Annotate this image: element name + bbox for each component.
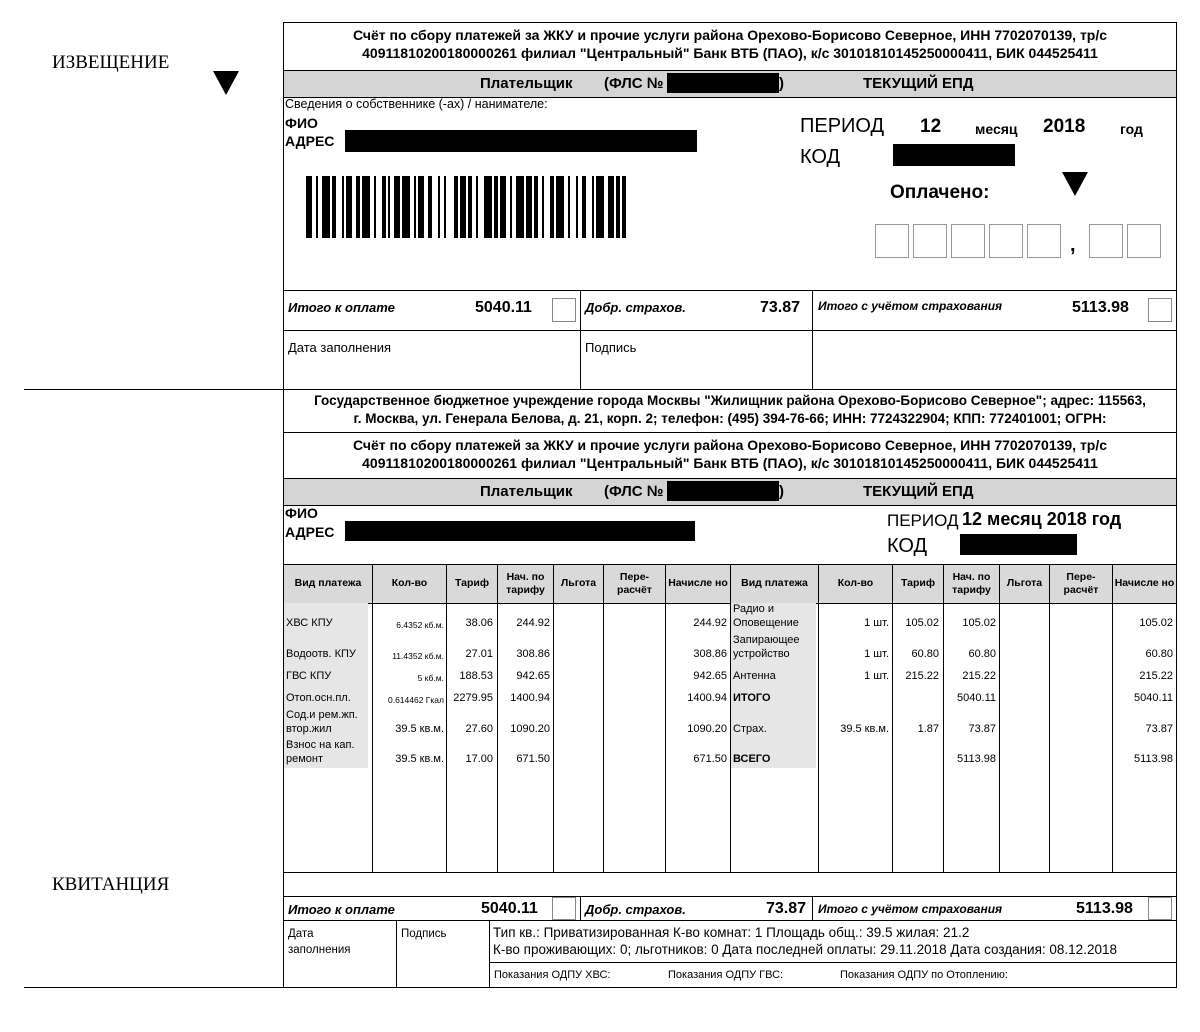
fls-open: (ФЛС № — [604, 75, 664, 92]
org-info — [284, 392, 1176, 428]
paid-comma: , — [1070, 234, 1076, 256]
paid-digit-box[interactable] — [875, 224, 909, 258]
payment-tariff: 105.02 — [905, 617, 939, 629]
epd-label: ТЕКУЩИЙ ЕПД — [863, 75, 974, 92]
total-row-label: ИТОГО — [733, 692, 771, 704]
paid-digit-box[interactable] — [913, 224, 947, 258]
payment-qty: 1 шт. — [864, 648, 889, 660]
owner-info-label: Сведения о собственнике (-ах) / нанимателе: — [285, 97, 548, 111]
paid-cents-box[interactable] — [1127, 224, 1161, 258]
odpu-gvs: Показания ОДПУ ГВС: — [668, 969, 784, 981]
insurance-value: 73.87 — [760, 299, 801, 316]
paid-digit-box[interactable] — [1027, 224, 1061, 258]
payment-by-tariff: 60.80 — [968, 648, 996, 660]
redacted-code — [960, 534, 1077, 555]
period-full: 12 месяц 2018 год — [962, 509, 1122, 529]
payment-name: Страх. — [733, 723, 767, 735]
header-recalc: Пере-расчёт — [1063, 570, 1099, 596]
payment-accrued: 1400.94 — [687, 692, 727, 704]
payment-name: Антенна — [733, 670, 776, 682]
account-info-receipt — [290, 436, 1170, 472]
total-value: 5040.11 — [481, 900, 538, 917]
insurance-value: 73.87 — [766, 900, 807, 917]
with-insurance-value: 5113.98 — [1072, 299, 1129, 316]
payment-qty: 6.4352 кб.м. — [396, 620, 444, 630]
payment-qty: 39.5 кв.м. — [395, 723, 444, 735]
total-value: 5040.11 — [475, 299, 532, 316]
payment-tariff: 188.53 — [459, 670, 493, 682]
header-quantity: Кол-во — [837, 577, 874, 589]
payment-name: Радио и — [733, 603, 774, 615]
payment-name-cont: Оповещение — [733, 617, 799, 629]
period-year-word: год — [1120, 121, 1143, 137]
total-checkbox[interactable] — [552, 897, 576, 920]
fls-close: ) — [779, 483, 784, 500]
payment-by-tariff: 73.87 — [968, 723, 996, 735]
payment-accrued: 244.92 — [693, 617, 727, 629]
payer-label: Плательщик — [480, 75, 573, 92]
payment-accrued: 1090.20 — [687, 723, 727, 735]
total-checkbox[interactable] — [552, 298, 576, 322]
with-insurance-label: Итого с учётом страхования — [818, 299, 1003, 313]
header-accrued: Начисле но — [1114, 577, 1175, 589]
fill-date-label: Дата заполнения — [288, 340, 392, 355]
paid-cents-box[interactable] — [1089, 224, 1123, 258]
tear-line — [24, 389, 1177, 390]
down-arrow-icon — [1062, 172, 1088, 196]
fio-label: ФИО — [285, 505, 318, 521]
payment-by-tariff: 105.02 — [962, 617, 996, 629]
apartment-line-2: К-во проживающих: 0; льготников: 0 Дата последней оплаты: 29.11.2018 Дата создания: 08.12.2018 — [493, 942, 1117, 957]
payment-accrued: 73.87 — [1145, 723, 1173, 735]
payment-by-tariff: 1090.20 — [510, 723, 550, 735]
payment-accrued: 105.02 — [1139, 617, 1173, 629]
payment-tariff: 38.06 — [465, 617, 493, 629]
account-line-1: Счёт по сбору платежей за ЖКУ и прочие услуги района Орехово-Борисово Северное, ИНН 7702070139, тр/с — [352, 27, 1108, 43]
account-line-2: 40911810200180000261 филиал "Центральный" Банк ВТБ (ПАО), к/с 30101810145250000411, БИК 044525411 — [362, 45, 1098, 61]
payment-by-tariff: 308.86 — [516, 648, 550, 660]
payment-name-cont: устройство — [733, 648, 790, 660]
with-insurance-value: 5113.98 — [1076, 900, 1133, 917]
paid-digit-box[interactable] — [951, 224, 985, 258]
frame-top — [283, 22, 1177, 23]
grand-total-row-label: ВСЕГО — [733, 753, 771, 765]
org-line-1: Государственное бюджетное учреждение города Москвы "Жилищник района Орехово-Борисово Северное"; адрес: 115563, — [314, 393, 1146, 408]
payment-by-tariff: 671.50 — [516, 753, 550, 765]
payment-accrued: 5040.11 — [1134, 692, 1173, 704]
barcode — [306, 176, 806, 238]
with-insurance-checkbox[interactable] — [1148, 897, 1172, 920]
insurance-label: Добр. страхов. — [585, 902, 686, 917]
payment-name: ХВС КПУ — [286, 617, 333, 629]
payment-accrued: 671.50 — [693, 753, 727, 765]
receipt-label: КВИТАНЦИЯ — [52, 874, 170, 895]
payment-tariff: 60.80 — [911, 648, 939, 660]
payment-name: Запирающее — [733, 634, 800, 646]
header-by-tariff: Нач. по тарифу — [506, 570, 545, 596]
main-frame-right — [1176, 22, 1177, 988]
payment-accrued: 60.80 — [1145, 648, 1173, 660]
header-payment-type: Вид платежа — [741, 577, 808, 589]
payment-by-tariff: 215.22 — [962, 670, 996, 682]
signature-label: Подпись — [585, 340, 637, 355]
address-label: АДРЕС — [285, 133, 335, 149]
fls-open: (ФЛС № — [604, 483, 664, 500]
notice-label: ИЗВЕЩЕНИЕ — [52, 52, 170, 73]
epd-label: ТЕКУЩИЙ ЕПД — [863, 483, 974, 500]
payment-name: Взнос на кап. — [286, 739, 355, 751]
frame-bottom — [24, 987, 1177, 988]
payment-name-cont: ремонт — [286, 753, 324, 765]
payment-by-tariff: 5113.98 — [957, 753, 996, 765]
fill-date-label-line-1: Дата — [288, 928, 314, 940]
header-accrued: Начисле но — [668, 577, 728, 589]
header-tariff: Тариф — [900, 577, 936, 589]
payment-qty: 39.5 кв.м. — [395, 753, 444, 765]
insurance-label: Добр. страхов. — [585, 300, 686, 315]
odpu-hvs: Показания ОДПУ ХВС: — [494, 969, 611, 981]
period-month: 12 — [920, 116, 942, 137]
payment-tariff: 2279.95 — [453, 692, 493, 704]
header-by-tariff: Нач. по тарифу — [952, 570, 991, 596]
apartment-line-1: Тип кв.: Приватизированная К-во комнат: 1 Площадь общ.: 39.5 жилая: 21.2 — [493, 925, 970, 940]
code-label: КОД — [887, 535, 928, 557]
payment-by-tariff: 5040.11 — [957, 692, 996, 704]
payment-tariff: 27.01 — [465, 648, 493, 660]
payment-tariff: 17.00 — [465, 753, 493, 765]
payment-qty: 11.4352 кб.м. — [392, 651, 444, 661]
payment-accrued: 942.65 — [693, 670, 727, 682]
payment-by-tariff: 942.65 — [516, 670, 550, 682]
payer-label: Плательщик — [480, 483, 573, 500]
code-label: КОД — [800, 146, 841, 168]
down-arrow-icon — [213, 71, 239, 95]
payment-by-tariff: 244.92 — [516, 617, 550, 629]
header-tariff: Тариф — [454, 577, 490, 589]
redacted-address — [345, 130, 697, 152]
paid-digit-box[interactable] — [989, 224, 1023, 258]
redacted-code — [893, 144, 1015, 166]
payment-qty: 5 кб.м. — [417, 673, 444, 683]
payment-qty: 0.614462 Гкал — [387, 695, 444, 705]
header-quantity: Кол-во — [391, 577, 428, 589]
payment-name: Водоотв. КПУ — [286, 648, 356, 660]
paid-label: Оплачено: — [890, 182, 990, 203]
payment-tariff: 27.60 — [465, 723, 493, 735]
redacted-fls — [667, 481, 779, 501]
payment-name: Сод.и рем.жп. — [286, 709, 358, 721]
header-payment-type: Вид платежа — [294, 577, 362, 589]
payment-qty: 1 шт. — [864, 670, 889, 682]
account-line-1: Счёт по сбору платежей за ЖКУ и прочие услуги района Орехово-Борисово Северное, ИНН 7702070139, тр/с — [352, 437, 1108, 453]
payment-accrued: 308.86 — [693, 648, 727, 660]
apartment-info — [493, 924, 1117, 958]
fls-close: ) — [779, 75, 784, 92]
payment-by-tariff: 1400.94 — [510, 692, 550, 704]
period-label: ПЕРИОД — [887, 511, 959, 530]
payment-qty: 1 шт. — [864, 617, 889, 629]
redacted-address — [345, 521, 695, 541]
org-line-2: г. Москва, ул. Генерала Белова, д. 21, корп. 2; телефон: (495) 394-76-66; ИНН: 7724322904; КПП: 772401001; ОГРН: — [353, 411, 1107, 426]
payment-qty: 39.5 кв.м. — [840, 723, 889, 735]
fio-label: ФИО — [285, 115, 318, 131]
payment-tariff: 215.22 — [905, 670, 939, 682]
payment-accrued: 5113.98 — [1134, 753, 1173, 765]
payment-accrued: 215.22 — [1139, 670, 1173, 682]
header-recalc: Пере-расчёт — [617, 570, 652, 596]
with-insurance-checkbox[interactable] — [1148, 298, 1172, 322]
signature-label: Подпись — [401, 928, 447, 940]
fill-date-label — [288, 928, 351, 957]
header-benefit: Льгота — [1006, 577, 1043, 589]
payment-name: Отоп.осн.пл. — [286, 692, 351, 704]
payment-name: ГВС КПУ — [286, 670, 332, 682]
payment-tariff: 1.87 — [917, 723, 939, 735]
period-year: 2018 — [1043, 116, 1086, 137]
odpu-heat: Показания ОДПУ по Отоплению: — [840, 969, 1008, 981]
address-label: АДРЕС — [285, 524, 335, 540]
total-label: Итого к оплате — [288, 902, 395, 917]
header-benefit: Льгота — [560, 577, 597, 589]
period-label: ПЕРИОД — [800, 115, 885, 137]
total-label: Итого к оплате — [288, 300, 395, 315]
account-info-notice — [290, 26, 1170, 62]
redacted-fls — [667, 73, 779, 93]
with-insurance-label: Итого с учётом страхования — [818, 902, 1003, 916]
period-month-word: месяц — [975, 121, 1018, 137]
account-line-2: 40911810200180000261 филиал "Центральный" Банк ВТБ (ПАО), к/с 30101810145250000411, БИК 044525411 — [362, 455, 1098, 471]
payment-name-cont: втор.жил — [286, 723, 332, 735]
fill-date-label-line-2: заполнения — [288, 944, 351, 956]
